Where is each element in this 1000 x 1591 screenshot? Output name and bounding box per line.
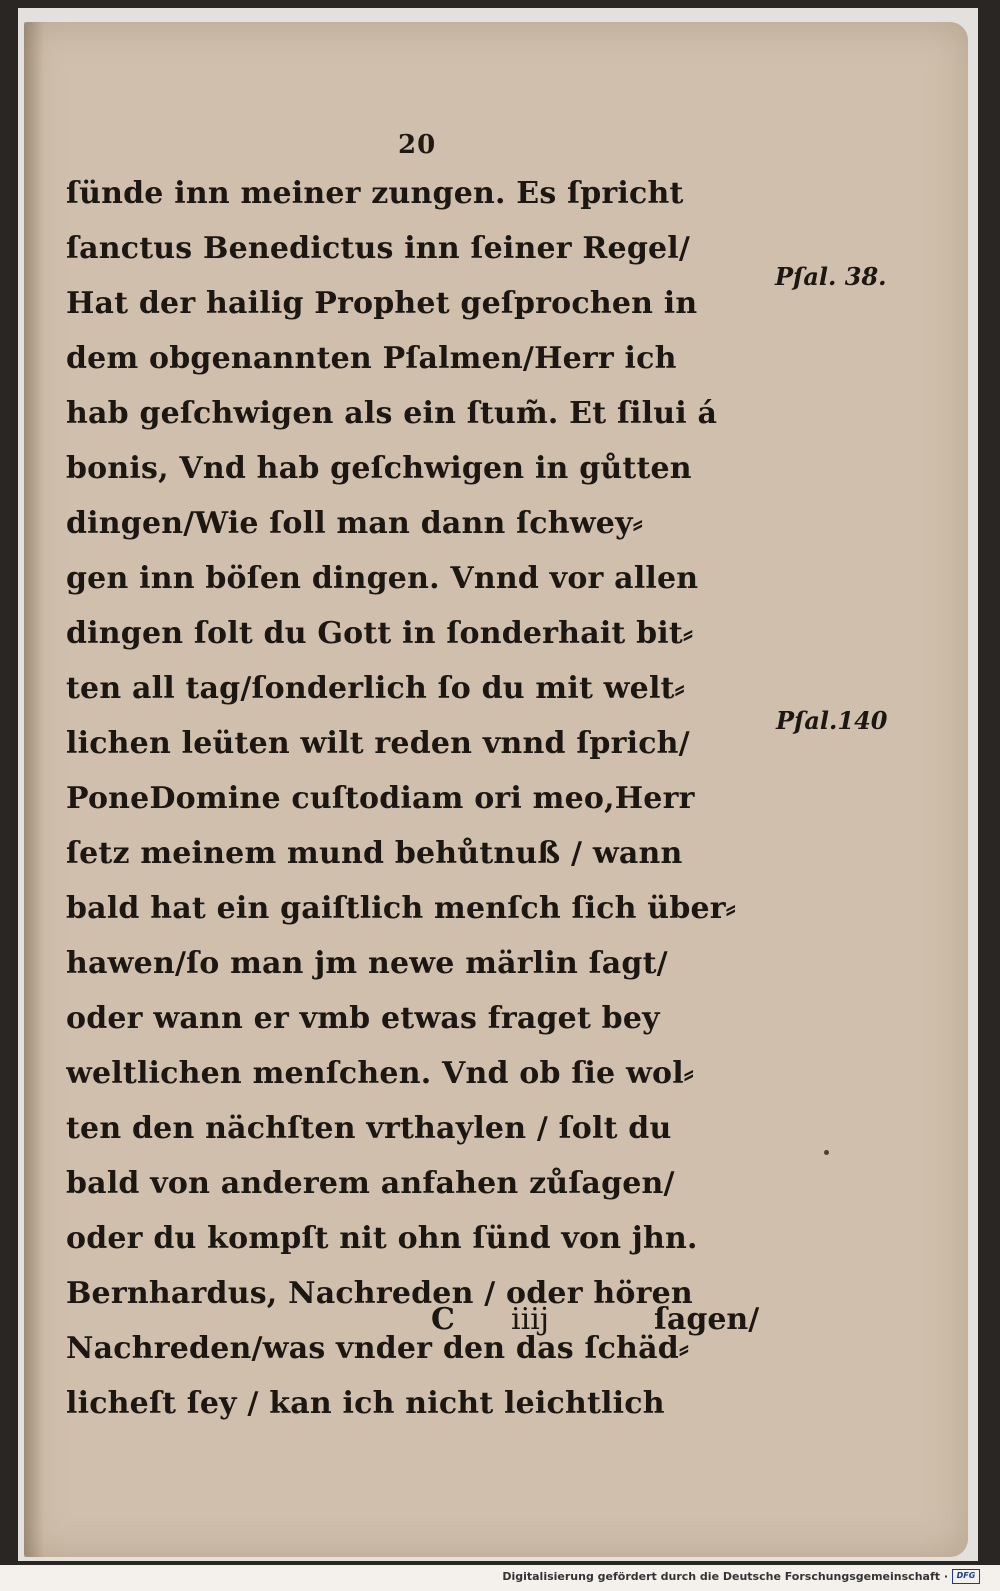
funding-credit: Digitalisierung gefördert durch die Deutsche Forschungsgemeinschaft ·	[502, 1570, 948, 1583]
text-line-5: hab geſchwigen als ein ſtum̃. Et ſilui á	[66, 396, 718, 431]
text-line-22: Nachreden/was vnder den das ſchäd⸗	[66, 1331, 690, 1366]
marginal-note-psalm-140: Pſal.140	[776, 706, 888, 735]
footer-bar	[0, 1565, 1000, 1591]
text-line-13: ſetz meinem mund behůtnuß / wann	[66, 836, 683, 871]
text-line-12: PoneDomine cuſtodiam ori meo,Herr	[66, 781, 695, 816]
dfg-logo-icon: DFG	[952, 1569, 980, 1584]
text-line-15: hawen/ſo man jm newe märlin ſagt/	[66, 946, 668, 981]
marginal-note-psalm-38: Pſal. 38.	[775, 262, 887, 291]
text-line-9: dingen ſolt du Gott in ſonderhait bit⸗	[66, 616, 694, 651]
text-line-6: bonis, Vnd hab geſchwigen in gůtten	[66, 451, 692, 486]
text-line-21: Bernhardus, Nachreden / oder hören	[66, 1276, 693, 1311]
signature-line	[66, 1296, 796, 1351]
ink-speck	[824, 1150, 829, 1155]
text-line-19: bald von anderem anfahen zůſagen/	[66, 1166, 675, 1201]
text-line-4: dem obgenannten Pſalmen/Herr ich	[66, 341, 677, 376]
text-line-2: ſanctus Benedictus inn ſeiner Regel/	[66, 231, 691, 266]
text-line-3: Hat der hailig Prophet geſprochen in	[66, 286, 698, 321]
text-line-18: ten den nächſten vrthaylen / ſolt du	[66, 1111, 672, 1146]
text-line-14: bald hat ein gaiſtlich menſch ſich über⸗	[66, 891, 736, 926]
page-gutter	[24, 22, 44, 1557]
text-line-20: oder du kompſt nit ohn ſünd von jhn.	[66, 1221, 698, 1256]
text-line-10: ten all tag/ſonderlich ſo du mit welt⸗	[66, 671, 685, 706]
text-line-16: oder wann er vmb etwas fraget bey	[66, 1001, 660, 1036]
signature-mark: C	[431, 1302, 455, 1337]
signature-folio: iiij	[511, 1302, 550, 1337]
text-line-17: weltlichen menſchen. Vnd ob ſie wol⸗	[66, 1056, 694, 1091]
text-block	[66, 166, 796, 1431]
text-line-8: gen inn böſen dingen. Vnnd vor allen	[66, 561, 699, 596]
text-line-7: dingen/Wie ſoll man dann ſchwey⸗	[66, 506, 643, 541]
catchword: ſagen/	[654, 1302, 760, 1337]
text-line-1: ſünde inn meiner zungen. Es ſpricht	[66, 176, 684, 211]
text-line-23: licheſt ſey / kan ich nicht leichtlich	[66, 1386, 665, 1421]
text-line-11: lichen leüten wilt reden vnnd ſprich/	[66, 726, 690, 761]
page-number: 20	[398, 130, 437, 160]
